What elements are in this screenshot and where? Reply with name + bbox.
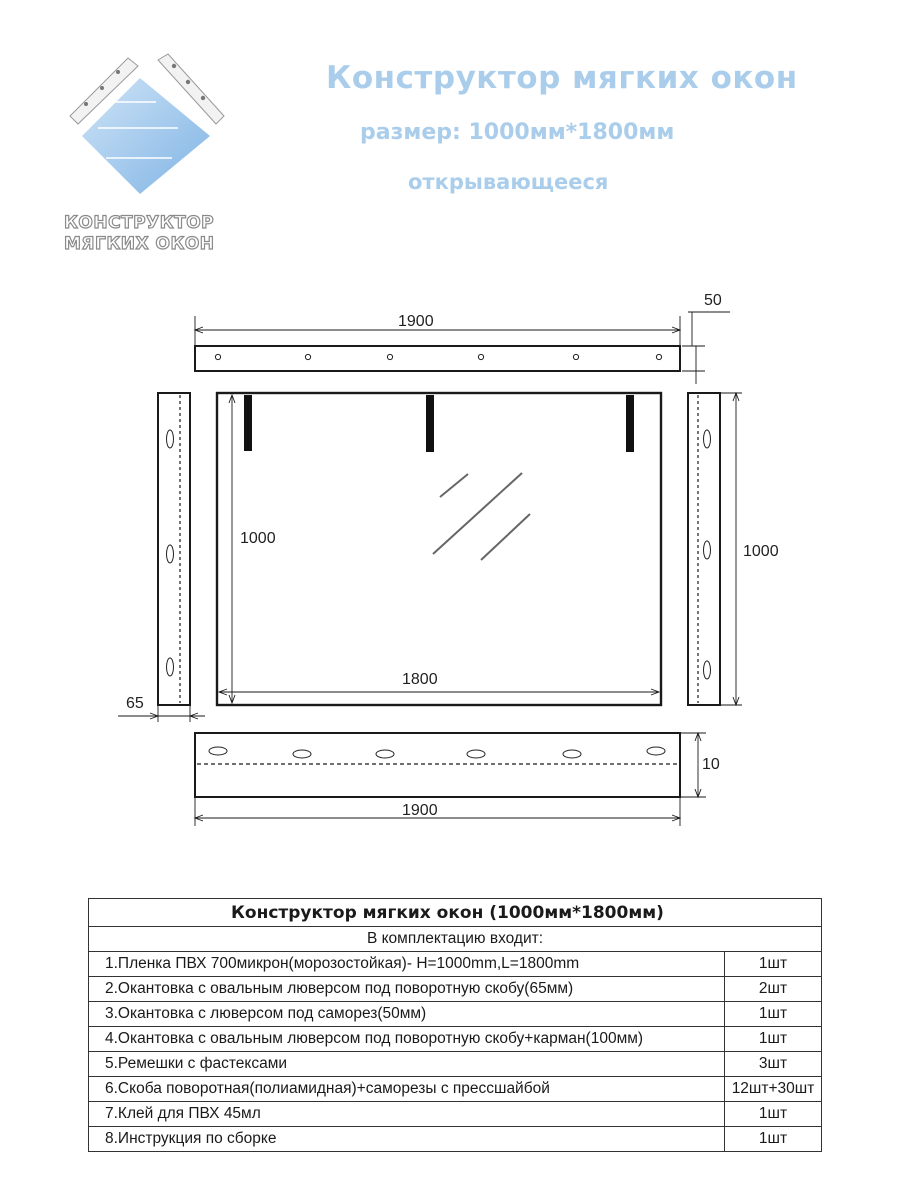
- logo-line-1: КОНСТРУКТОР: [64, 213, 215, 233]
- table-row: [89, 977, 822, 1002]
- size-line: размер: 1000мм*1800мм: [360, 120, 675, 145]
- logo-text: [64, 213, 215, 255]
- table-row: [89, 1002, 822, 1027]
- table-subtitle: В комплектацию входит:: [89, 927, 822, 952]
- item-name: 1.Пленка ПВХ 700микрон(морозостойкая)- H=1000mm,L=1800mm: [89, 952, 725, 977]
- top-strip-holes: [215, 354, 661, 359]
- window-drawing: [0, 280, 900, 840]
- table-title-row: [89, 899, 822, 927]
- item-name: 4.Окантовка с овальным люверсом под поворотную скобу+карман(100мм): [89, 1027, 725, 1052]
- table-row: [89, 952, 822, 977]
- item-qty: 1шт: [725, 1002, 822, 1027]
- logo-line-2: МЯГКИХ ОКОН: [64, 234, 215, 254]
- table-row: [89, 1102, 822, 1127]
- item-qty: 1шт: [725, 1127, 822, 1152]
- dim-window-height: 1000: [240, 530, 276, 547]
- table-row: [89, 1052, 822, 1077]
- item-name: 3.Окантовка с люверсом под саморез(50мм): [89, 1002, 725, 1027]
- item-qty: 1шт: [725, 1027, 822, 1052]
- glass-reflection: [433, 473, 530, 560]
- bottom-strip-eyelets: [209, 747, 665, 758]
- item-qty: 1шт: [725, 952, 822, 977]
- page-title: Конструктор мягких окон: [326, 60, 798, 96]
- item-qty: 2шт: [725, 977, 822, 1002]
- item-qty: 12шт+30шт: [725, 1077, 822, 1102]
- dim-left-width: 65: [126, 695, 144, 712]
- table-subtitle-row: [89, 927, 822, 952]
- item-qty: 1шт: [725, 1102, 822, 1127]
- dim-top-height: 50: [704, 292, 722, 309]
- item-name: 7.Клей для ПВХ 45мл: [89, 1102, 725, 1127]
- item-name: 6.Скоба поворотная(полиамидная)+саморезы с прессшайбой: [89, 1077, 725, 1102]
- type-line: открывающееся: [408, 170, 609, 194]
- bottom-strip: [195, 733, 680, 797]
- dim-bottom-height: 10: [702, 756, 720, 773]
- top-strip: [195, 346, 680, 371]
- table-row: [89, 1077, 822, 1102]
- kit-contents-table: [88, 898, 822, 1152]
- side-strip-eyelets: [167, 430, 711, 679]
- left-strip: [158, 393, 190, 705]
- table-row: [89, 1027, 822, 1052]
- item-name: 2.Окантовка с овальным люверсом под поворотную скобу(65мм): [89, 977, 725, 1002]
- table-title: Конструктор мягких окон (1000мм*1800мм): [89, 899, 822, 927]
- table-row: [89, 1127, 822, 1152]
- dim-right-height: 1000: [743, 543, 779, 560]
- logo-icon: [58, 48, 228, 208]
- item-name: 8.Инструкция по сборке: [89, 1127, 725, 1152]
- item-qty: 3шт: [725, 1052, 822, 1077]
- dim-top-width: 1900: [398, 313, 434, 330]
- item-name: 5.Ремешки с фастексами: [89, 1052, 725, 1077]
- straps: [244, 395, 634, 452]
- dim-bottom-width: 1900: [402, 802, 438, 819]
- dim-window-width: 1800: [402, 671, 438, 688]
